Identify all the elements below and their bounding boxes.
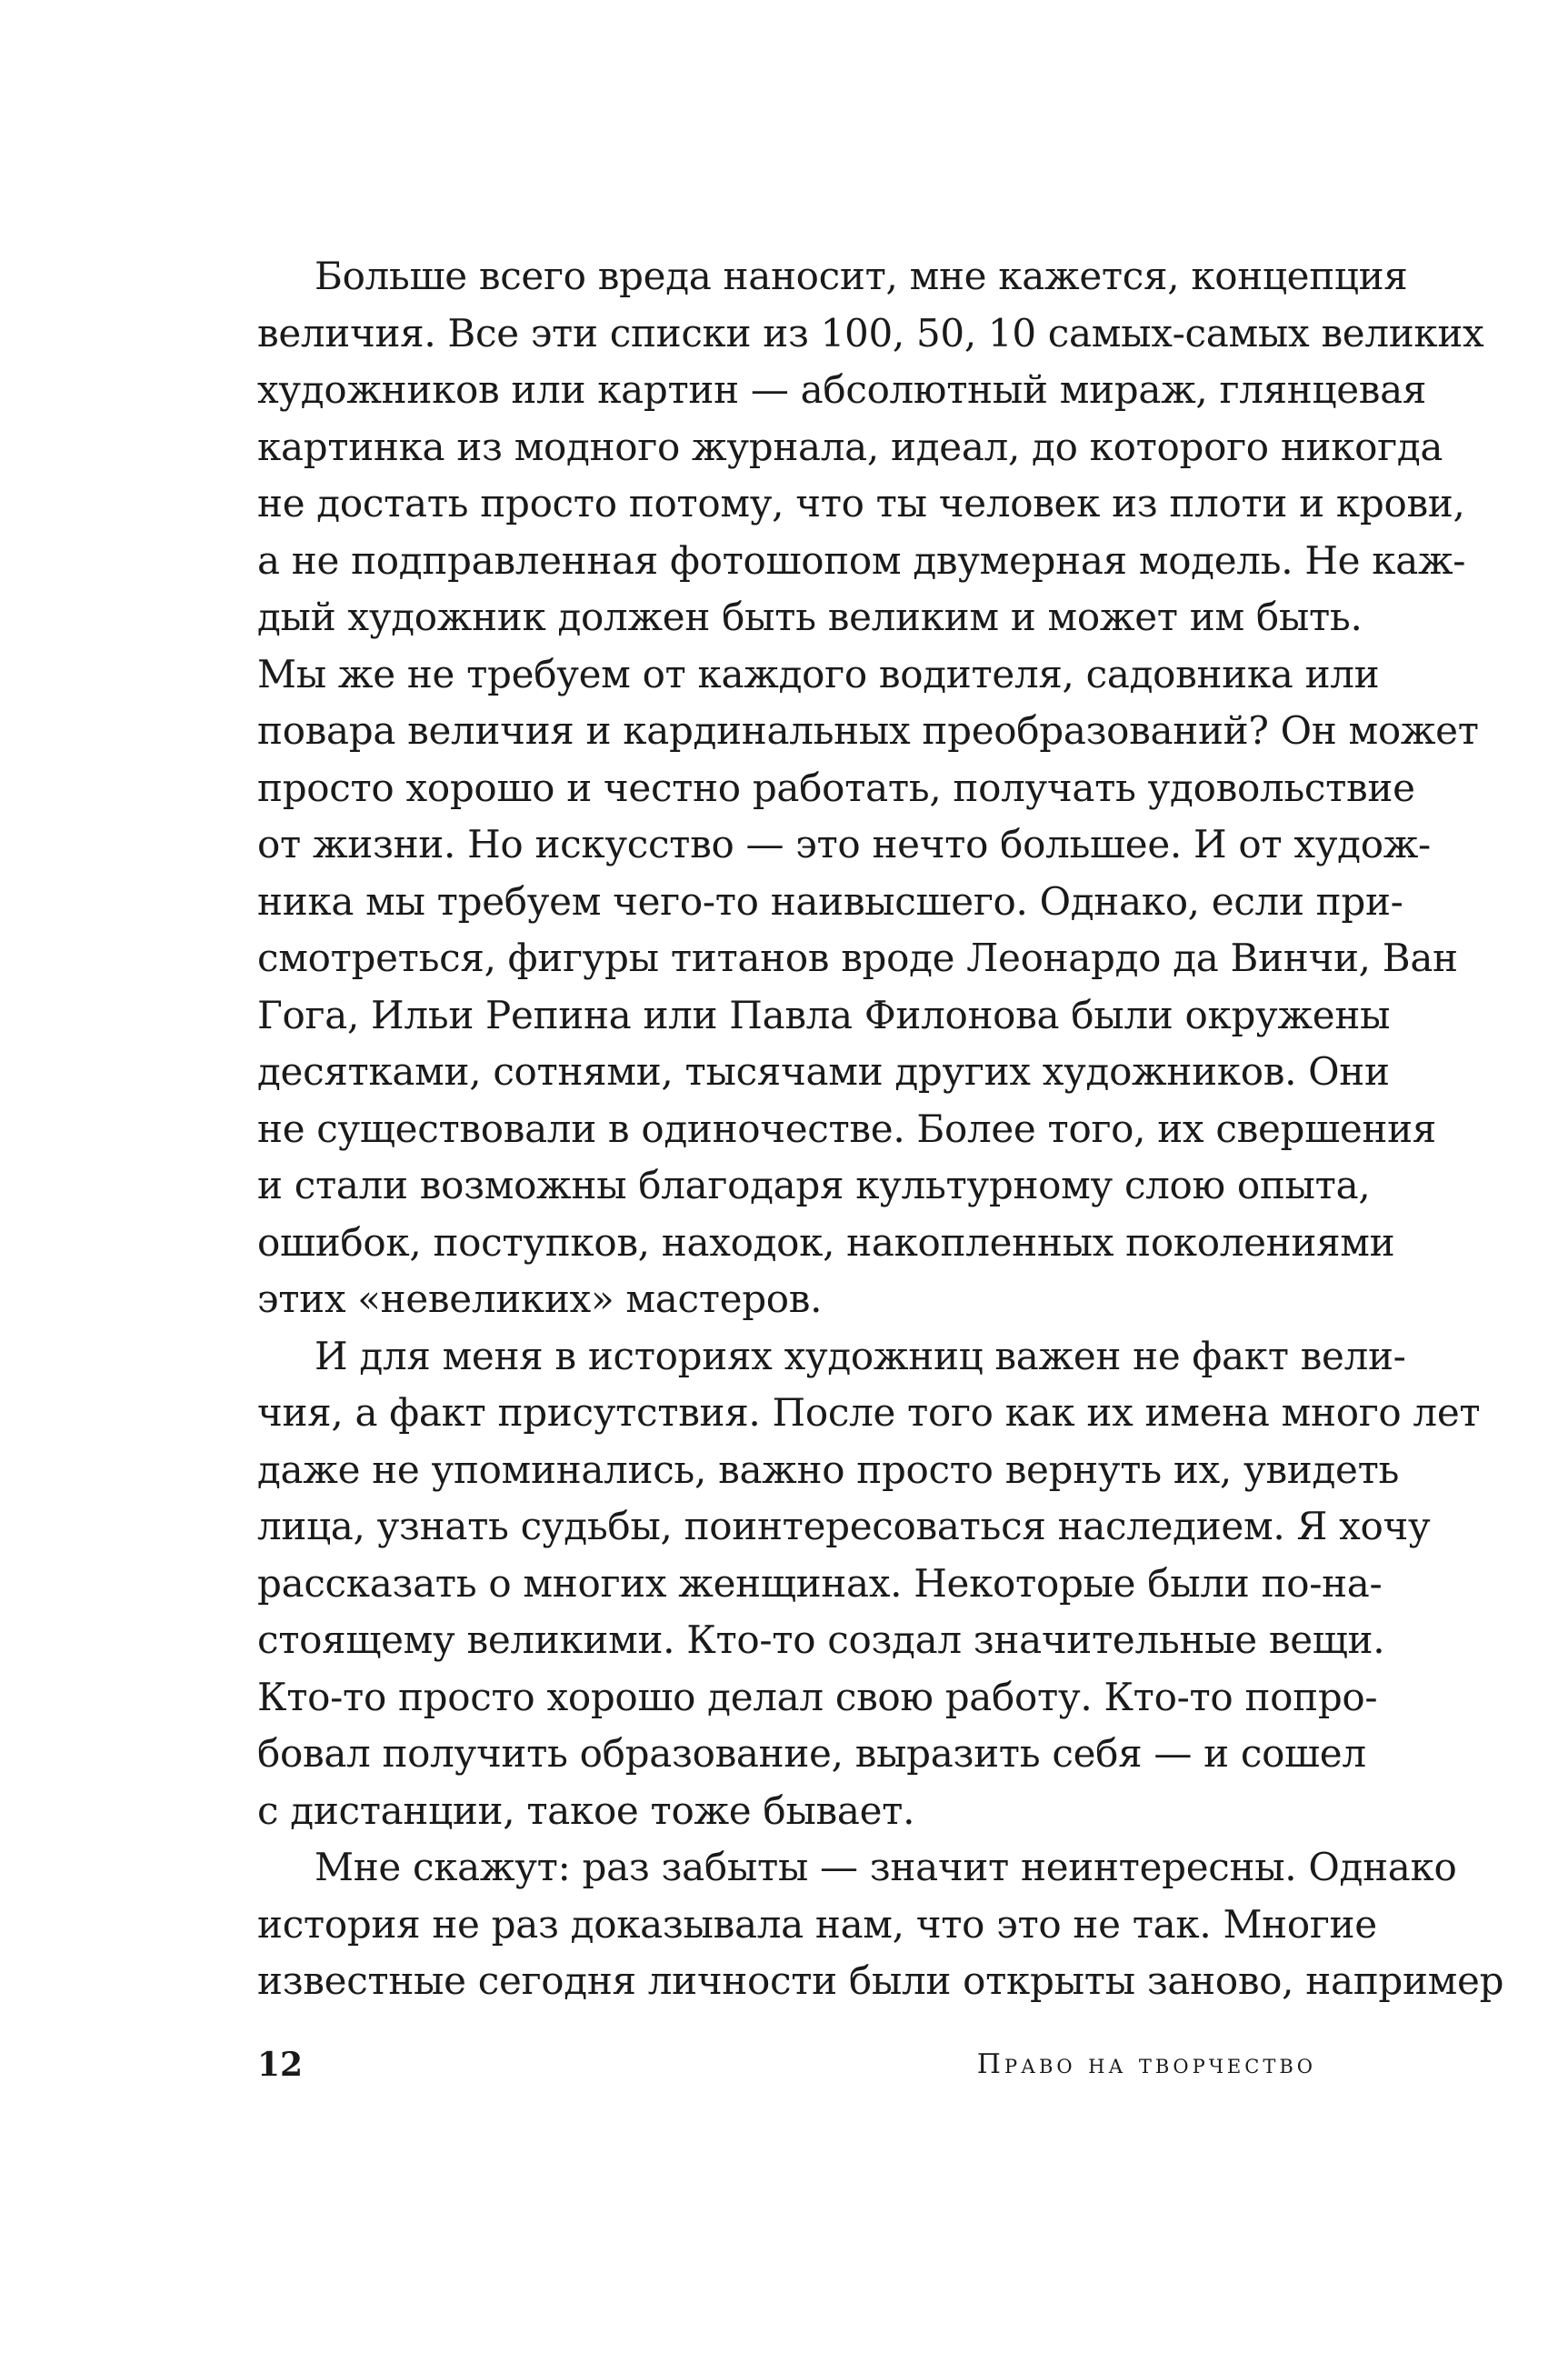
paragraph-2-line: Кто-то просто хорошо делал свою работу. Кто-то попро-	[257, 1674, 1378, 1719]
paragraph-2-line: чия, а факт присутствия. После того как их имена много лет	[257, 1390, 1481, 1435]
paragraph-1-line: не существовали в одиночестве. Более того, их свершения	[257, 1106, 1436, 1151]
paragraph-1-line: картинка из модного журнала, идеал, до которого никогда	[257, 424, 1443, 469]
paragraph-1-line: а не подправленная фотошопом двумерная модель. Не каж-	[257, 537, 1466, 583]
paragraph-3-line: история не раз доказывала нам, что это не так. Многие	[257, 1901, 1377, 1947]
paragraph-3-line: известные сегодня личности были открыты заново, например	[257, 1958, 1504, 2003]
paragraph-1-line: этих «невеликих» мастеров.	[257, 1277, 823, 1321]
paragraph-2-line: лица, узнать судьбы, поинтересоваться наследием. Я хочу	[257, 1504, 1431, 1548]
paragraph-1-line: величия. Все эти списки из 100, 50, 10 самых-самых великих	[257, 310, 1484, 355]
paragraph-1-line: смотреться, фигуры титанов вроде Леонардо да Винчи, Ван	[257, 936, 1458, 980]
paragraph-1-line: просто хорошо и честно работать, получать удовольствие	[257, 765, 1415, 810]
paragraph-2-line: И для меня в историях художниц важен не факт вели-	[315, 1333, 1406, 1378]
paragraph-2-line: с дистанции, такое тоже бывает.	[257, 1787, 915, 1833]
paragraph-1-line: ника мы требуем чего-то наивысшего. Однако, если при-	[257, 878, 1403, 924]
paragraph-2-line: рассказать о многих женщинах. Некоторые были по-на-	[257, 1560, 1383, 1606]
paragraph-1-line: десятками, сотнями, тысячами других художников. Они	[257, 1049, 1390, 1094]
page-footer	[257, 2042, 1316, 2088]
running-title: Право на творчество	[976, 2048, 1316, 2080]
paragraph-1-line: от жизни. Но искусство — это нечто большее. И от худож-	[257, 822, 1431, 866]
paragraph-2-line: стоящему великими. Кто-то создал значительные вещи.	[257, 1617, 1385, 1662]
paragraph-1-line: и стали возможны благодаря культурному слою опыта,	[257, 1163, 1371, 1207]
paragraph-1-line: Мы же не требуем от каждого водителя, садовника или	[257, 651, 1380, 696]
paragraph-2-line: бовал получить образование, выразить себя — и сошел	[257, 1731, 1366, 1776]
paragraph-1-line: Гога, Ильи Репина или Павла Филонова были окружены	[257, 992, 1391, 1037]
paragraph-1-line: дый художник должен быть великим и может им быть.	[257, 595, 1363, 639]
body-text	[257, 248, 1504, 2010]
paragraph-1-line: художников или картин — абсолютный мираж, глянцевая	[257, 367, 1427, 412]
paragraph-3-line: Мне скажут: раз забыты — значит неинтересны. Однако	[315, 1845, 1457, 1889]
paragraph-1-line: ошибок, поступков, находок, накопленных поколениями	[257, 1219, 1395, 1265]
page-number: 12	[257, 2046, 304, 2084]
paragraph-1-line: не достать просто потому, что ты человек из плоти и крови,	[257, 481, 1465, 526]
paragraph-2-line: даже не упоминались, важно просто вернуть их, увидеть	[257, 1447, 1400, 1492]
paragraph-1-line: повара величия и кардинальных преобразований? Он может	[257, 708, 1479, 753]
paragraph-1-line: Больше всего вреда наносит, мне кажется, концепция	[315, 254, 1408, 298]
